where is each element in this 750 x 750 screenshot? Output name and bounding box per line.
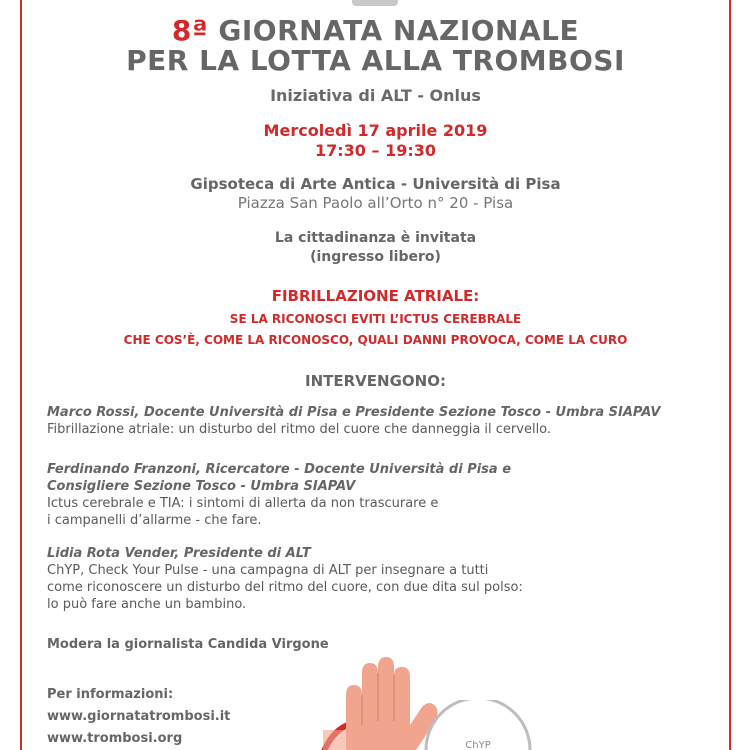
speaker-talk: Ictus cerebrale e TIA: i sintomi di allerta da non trascurare e — [47, 496, 439, 511]
topic-line-2: CHE COS’È, COME LA RICONOSCO, QUALI DANNI PROVOCA, COME LA CURO — [123, 333, 628, 347]
chyp-logo-text: ChYP — [465, 740, 491, 750]
speaker-block — [47, 545, 523, 613]
top-tab — [352, 0, 398, 6]
speaker-name: Lidia Rota Vender, Presidente di ALT — [47, 546, 311, 561]
speaker-name: Consigliere Sezione Tosco - Umbra SIAPAV — [47, 479, 356, 494]
subtitle: Iniziativa di ALT - Onlus — [270, 86, 481, 105]
speaker-talk: come riconoscere un disturbo del ritmo del cuore, con due dita sul polso: — [47, 580, 523, 595]
title-line-1-text: GIORNATA NAZIONALE — [208, 14, 580, 47]
speaker-talk: lo può fare anche un bambino. — [47, 597, 247, 612]
invite-line-1: La cittadinanza è invitata — [274, 230, 477, 246]
topic-title: FIBRILLAZIONE ATRIALE: — [271, 287, 480, 305]
speakers-heading: INTERVENGONO: — [305, 372, 446, 390]
event-address: Piazza San Paolo all’Orto n° 20 - Pisa — [237, 194, 514, 212]
event-date: Mercoledì 17 aprile 2019 — [263, 121, 488, 140]
topic-line-1: SE LA RICONOSCI EVITI L’ICTUS CEREBRALE — [229, 312, 522, 326]
event-time: 17:30 – 19:30 — [315, 141, 436, 160]
title-line-2: PER LA LOTTA ALLA TROMBOSI — [126, 44, 625, 77]
invite-line-2: (ingresso libero) — [310, 249, 441, 265]
moderator-line: Modera la giornalista Candida Virgone — [47, 637, 329, 652]
speaker-talk: Fibrillazione atriale: un disturbo del ritmo del cuore che danneggia il cervello. — [47, 422, 552, 437]
chyp-logo — [418, 700, 538, 750]
info-section — [47, 684, 230, 750]
info-heading: Per informazioni: — [47, 687, 174, 702]
speaker-name: Ferdinando Franzoni, Ricercatore - Docente Università di Pisa e — [47, 462, 512, 477]
title-line-1 — [22, 14, 729, 47]
speaker-talk: ChYP, Check Your Pulse - una campagna di ALT per insegnare a tutti — [47, 563, 489, 578]
title-number: 8ª — [171, 14, 209, 47]
speaker-block — [47, 404, 660, 438]
speaker-name: Marco Rossi, Docente Università di Pisa e Presidente Sezione Tosco - Umbra SIAPAV — [47, 405, 661, 420]
info-link[interactable]: www.trombosi.org — [47, 731, 183, 746]
info-link[interactable]: www.giornatatrombosi.it — [47, 709, 231, 724]
speaker-block — [47, 461, 511, 529]
speaker-talk: i campanelli d’allarme - che fare. — [47, 513, 262, 528]
event-venue: Gipsoteca di Arte Antica - Università di Pisa — [190, 175, 561, 193]
right-border-line — [729, 0, 731, 750]
